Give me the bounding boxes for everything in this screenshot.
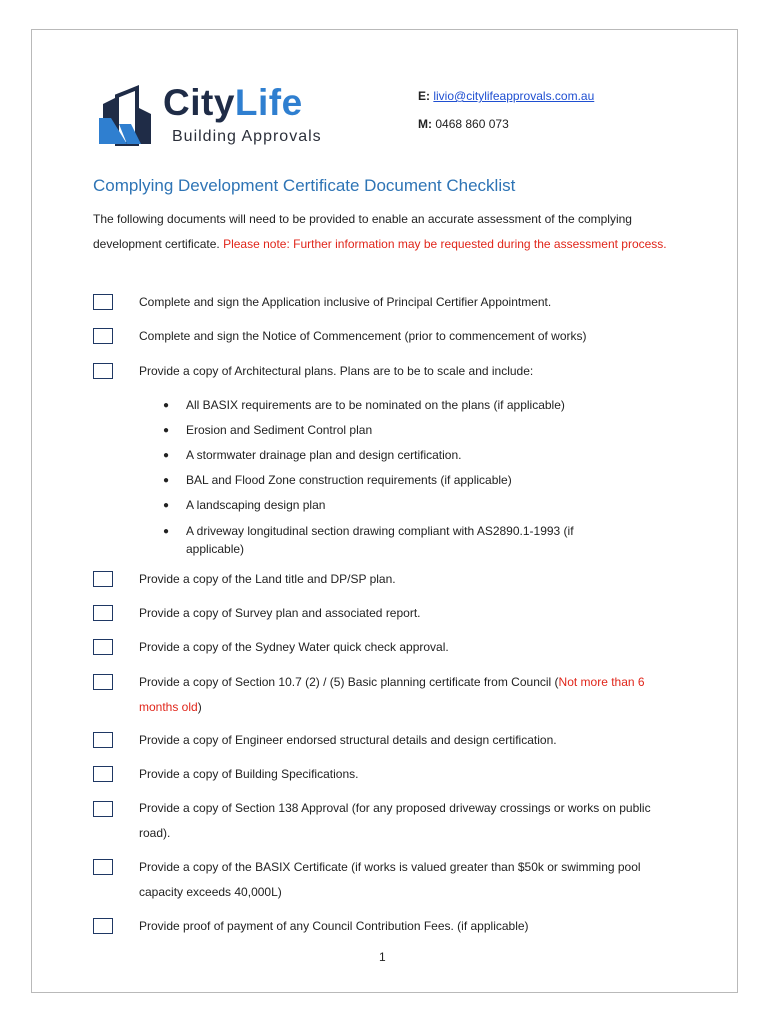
logo-subtitle — [172, 128, 322, 146]
building-logo-icon — [97, 84, 159, 146]
checklist-item: Provide a copy of the BASIX Certificate (if works is valued greater than $50k or swimming pool capacity exceeds 40,000L) — [139, 860, 641, 899]
mobile-label: M: — [418, 117, 432, 131]
logo-wordmark — [163, 82, 303, 124]
bullet-icon: ● — [163, 450, 170, 461]
bullet-icon: ● — [163, 500, 170, 511]
logo-life: Life — [234, 82, 303, 123]
checklist-item — [139, 670, 659, 719]
checkbox-basix-certificate[interactable] — [93, 859, 113, 875]
checkbox-engineer-details[interactable] — [93, 732, 113, 748]
plan-requirement: A driveway longitudinal section drawing compliant with AS2890.1-1993 (if applicable) — [186, 524, 574, 556]
intro-paragraph — [93, 207, 683, 256]
checkbox-building-specs[interactable] — [93, 766, 113, 782]
plan-requirement: A landscaping design plan — [186, 498, 326, 512]
checkbox-planning-certificate[interactable] — [93, 674, 113, 690]
page-number: 1 — [379, 950, 386, 964]
contact-email — [418, 89, 594, 103]
checkbox-section-138[interactable] — [93, 801, 113, 817]
checklist-item: Provide a copy of the Land title and DP/SP plan. — [139, 572, 396, 586]
checkbox-application[interactable] — [93, 294, 113, 310]
checklist-item: Provide a copy of Building Specifications. — [139, 767, 359, 781]
intro-text: The following documents will need to be provided to enable an accurate assessment of the complying development certificate. — [93, 212, 632, 251]
plan-requirement: All BASIX requirements are to be nominated on the plans (if applicable) — [186, 398, 565, 412]
logo-city: City — [163, 82, 235, 123]
bullet-icon: ● — [163, 475, 170, 486]
item-note: Not more than 6 months old — [139, 675, 645, 714]
checklist-item: Provide a copy of Engineer endorsed structural details and design certification. — [139, 733, 557, 747]
checklist-item: Provide proof of payment of any Council Contribution Fees. (if applicable) — [139, 919, 529, 933]
checklist-item: Provide a copy of Architectural plans. Plans are to be to scale and include: — [139, 364, 534, 378]
bullet-icon: ● — [163, 400, 170, 411]
email-label: E: — [418, 89, 430, 103]
intro-note: Please note: Further information may be requested during the assessment process. — [223, 236, 667, 251]
document-title: Complying Development Certificate Document Checklist — [93, 176, 516, 195]
checklist-item: Complete and sign the Application inclusive of Principal Certifier Appointment. — [139, 295, 552, 309]
citylife-logo — [97, 84, 347, 148]
item-suffix: ) — [197, 699, 202, 714]
checklist-item: Provide a copy of Survey plan and associated report. — [139, 606, 421, 620]
contact-mobile — [418, 117, 509, 131]
plan-requirement: BAL and Flood Zone construction requirements (if applicable) — [186, 473, 512, 487]
checklist-item: Provide a copy of Section 138 Approval (for any proposed driveway crossings or works on public road). — [139, 801, 651, 840]
plan-requirement: A stormwater drainage plan and design certification. — [186, 448, 462, 462]
checkbox-architectural-plans[interactable] — [93, 363, 113, 379]
plan-requirement: Erosion and Sediment Control plan — [186, 423, 373, 437]
bullet-icon: ● — [163, 425, 170, 436]
logo-subtitle-text: Building Approvals — [172, 128, 322, 145]
checkbox-notice-commencement[interactable] — [93, 328, 113, 344]
mobile-number: 0468 860 073 — [435, 117, 509, 131]
checkbox-land-title[interactable] — [93, 571, 113, 587]
checklist-item: Provide a copy of the Sydney Water quick check approval. — [139, 640, 449, 654]
bullet-icon: ● — [163, 526, 170, 537]
checklist-item: Complete and sign the Notice of Commencement (prior to commencement of works) — [139, 329, 587, 343]
item-text: Provide a copy of Section 10.7 (2) / (5) Basic planning certificate from Council ( — [139, 675, 559, 689]
email-link[interactable]: livio@citylifeapprovals.com.au — [433, 89, 595, 103]
checkbox-sydney-water[interactable] — [93, 639, 113, 655]
checkbox-survey-plan[interactable] — [93, 605, 113, 621]
checkbox-council-fees[interactable] — [93, 918, 113, 934]
